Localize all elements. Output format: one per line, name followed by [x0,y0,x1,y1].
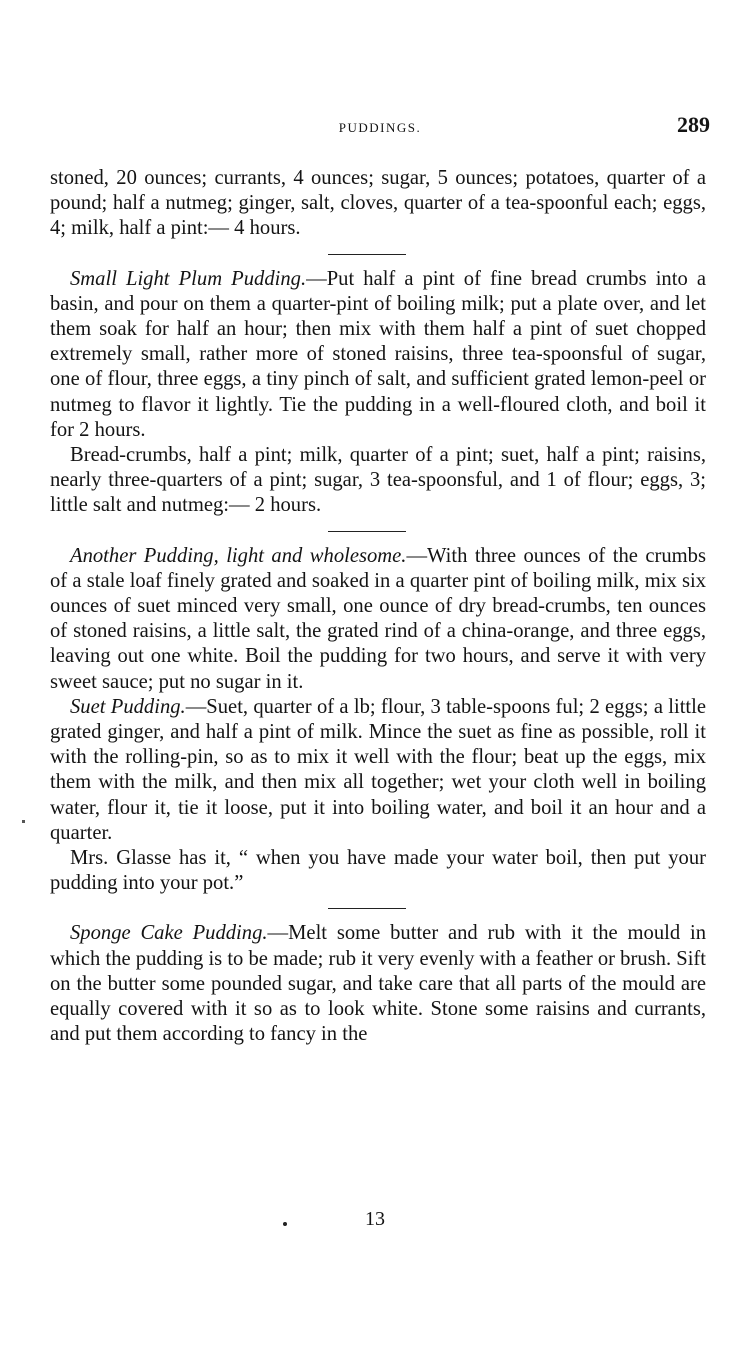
quotation-mrs-glasse [50,846,706,896]
running-head [50,112,710,142]
paragraph-text: Bread-crumbs, half a pint; milk, quarter of a pint; suet, half a pint; raisins, nearly three-quarters of a pint; sugar, 3 tea-spoonsful, and 1 of flour; eggs, 3; little salt and nutmeg:— 2 hours. [50,444,706,517]
recipe-text: —Put half a pint of fine bread crumbs into a basin, and pour on them a quarter-pint of boiling milk; put a plate over, and let them soak for half an hour; then mix with them half a pint of suet chopped extremely small, rather more of stoned raisins, three tea-spoonsful of sugar, one of flour, three eggs, a tiny pinch of salt, and sufficient grated lemon-peel or nutmeg to flavor it lightly. Tie the pudding in a well-floured cloth, and boil it for 2 hours. [50,267,706,441]
recipe-text: —Melt some butter and rub with it the mould in which the pudding is to be made; rub it very evenly with a feather or brush. Sift on the butter some pounded sugar, and take care that all parts of the mould are equally covered with it so as to look white. Stone some raisins and currants, and put them according to fancy in the [50,922,706,1046]
paragraph-text: Mrs. Glasse has it, “ when you have made your water boil, then put your pudding into your pot.” [50,847,706,895]
running-title: PUDDINGS. [338,120,422,135]
section-rule [328,531,406,532]
recipe-small-light-plum-pudding [50,267,706,443]
page-number: 289 [677,112,710,137]
section-rule [328,254,406,255]
paragraph-continued [50,166,706,242]
recipe-title: Another Pudding, light and wholesome. [70,544,407,567]
recipe-title: Suet Pudding. [70,695,186,718]
recipe-text: —With three ounces of the crumbs of a stale loaf finely grated and soaked in a quarter pint of boiling milk, mix six ounces of suet minced very small, one ounce of dry bread-crumbs, ten ounces of stoned raisins, a little salt, the grated rind of a china-orange, and three eggs, leaving out one white. Boil the pudding for two hours, and serve it with very sweet sauce; put no sugar in it. [50,544,706,693]
signature-mark: 13 [365,1208,385,1230]
print-speck [22,820,25,823]
recipe-ingredients-summary [50,443,706,519]
section-rule [328,908,406,909]
paragraph-text: stoned, 20 ounces; currants, 4 ounces; sugar, 5 ounces; potatoes, quarter of a pound; half a nutmeg; ginger, salt, cloves, quarter of a tea-spoonful each; eggs, 4; milk, half a pint:— 4 hours. [50,167,706,240]
page-body [50,166,706,1048]
recipe-another-pudding [50,544,706,695]
recipe-text: —Suet, quarter of a lb; flour, 3 table-spoons ful; 2 eggs; a little grated ginger, and half a pint of milk. Mince the suet as fine as possible, roll it with the rolling-pin, so as to mix it well with the flour; beat up the eggs, mix them with the milk, and then mix all together; wet your cloth well in boiling water, flour it, tie it loose, put it into boiling water, and boil it an hour and a quarter. [50,695,707,844]
recipe-suet-pudding [50,695,706,846]
recipe-sponge-cake-pudding [50,921,706,1047]
recipe-title: Small Light Plum Pudding. [70,267,307,290]
recipe-title: Sponge Cake Pudding. [70,922,268,945]
